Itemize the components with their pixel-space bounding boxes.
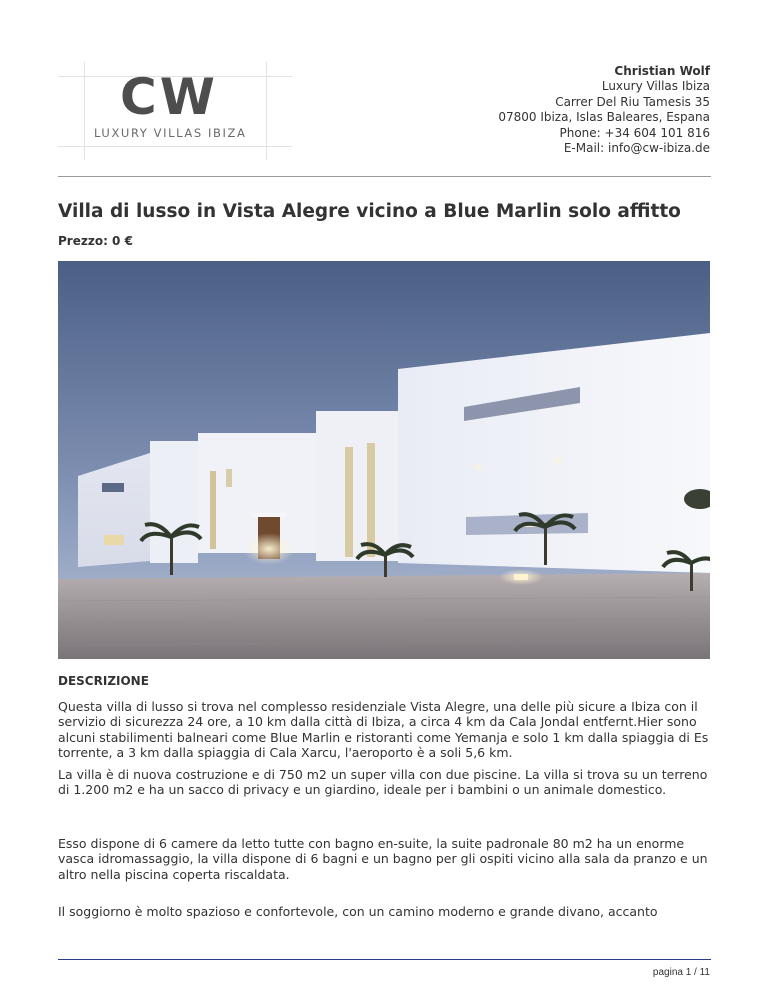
contact-street: Carrer Del Riu Tamesis 35	[555, 94, 710, 109]
description-paragraph: La villa è di nuova costruzione e di 750 m2 un super villa con due piscine. La villa si trova su un terreno di 1.200 m2 e ha un sacco di privacy e un giardino, ideale per i bambini o un animale domestico.	[58, 767, 708, 798]
listing-title: Villa di lusso in Vista Alegre vicino a Blue Marlin solo affitto	[58, 201, 681, 222]
contact-block	[498, 64, 710, 156]
contact-company: Luxury Villas Ibiza	[601, 79, 710, 94]
entrance-light	[243, 533, 295, 565]
contact-phone: Phone: +34 604 101 816	[559, 125, 710, 140]
ground-light-glow	[499, 569, 543, 585]
header-divider	[58, 176, 711, 177]
section-heading: DESCRIZIONE	[58, 674, 149, 688]
logo-tagline: LUXURY VILLAS IBIZA	[94, 126, 247, 140]
wall-light	[472, 463, 484, 471]
driveway	[58, 573, 710, 659]
logo-guide-line	[84, 62, 85, 160]
description-paragraph: Esso dispone di 6 camere da letto tutte con bagno en-suite, la suite padronale 80 m2 ha un enorme vasca idromassaggio, la villa dispone di 6 bagni e un bagno per gli ospiti vicino alla sala da pranzo e un altro nella piscina coperta riscaldata.	[58, 836, 708, 882]
villa-entrance-lintel	[252, 513, 286, 517]
villa-slit-window	[210, 471, 216, 549]
logo-mark: CW	[120, 68, 218, 126]
listing-price: Prezzo: 0 €	[58, 234, 133, 248]
villa-slit-window	[226, 469, 232, 487]
footer-divider	[58, 959, 711, 960]
company-logo	[58, 62, 292, 160]
villa-slit-window	[345, 447, 353, 557]
contact-email: E-Mail: info@cw-ibiza.de	[563, 141, 710, 156]
villa-tower	[316, 411, 398, 561]
villa-left-block	[150, 441, 198, 563]
logo-guide-line	[266, 62, 267, 160]
wall-light	[552, 457, 564, 465]
villa-photo	[58, 261, 710, 659]
description-paragraph: Questa villa di lusso si trova nel complesso residenziale Vista Alegre, una delle più sicure a Ibiza con il servizio di sicurezza 24 ore, a 10 km dalla città di Ibiza, a circa 4 km da Cala Jondal entfernt.Hier sono alcuni stabilimenti balneari come Blue Marlin e ristoranti come Yemanja e solo 1 km dalla spiaggia di Es torrente, a 3 km dalla spiaggia di Cala Xarcu, l'aeroporto è a soli 5,6 km.	[58, 699, 709, 760]
villa-main-block	[398, 333, 710, 573]
description-paragraph: Il soggiorno è molto spazioso e confortevole, con un camino moderno e grande divano, accanto	[58, 904, 658, 919]
villa-slit-window	[367, 443, 375, 557]
contact-name: Christian Wolf	[614, 64, 710, 78]
page-number: pagina 1 / 11	[652, 967, 710, 978]
villa-window	[104, 535, 124, 545]
logo-guide-line	[58, 146, 292, 147]
contact-city: 07800 Ibiza, Islas Baleares, Espana	[498, 110, 710, 125]
villa-window	[102, 483, 124, 492]
